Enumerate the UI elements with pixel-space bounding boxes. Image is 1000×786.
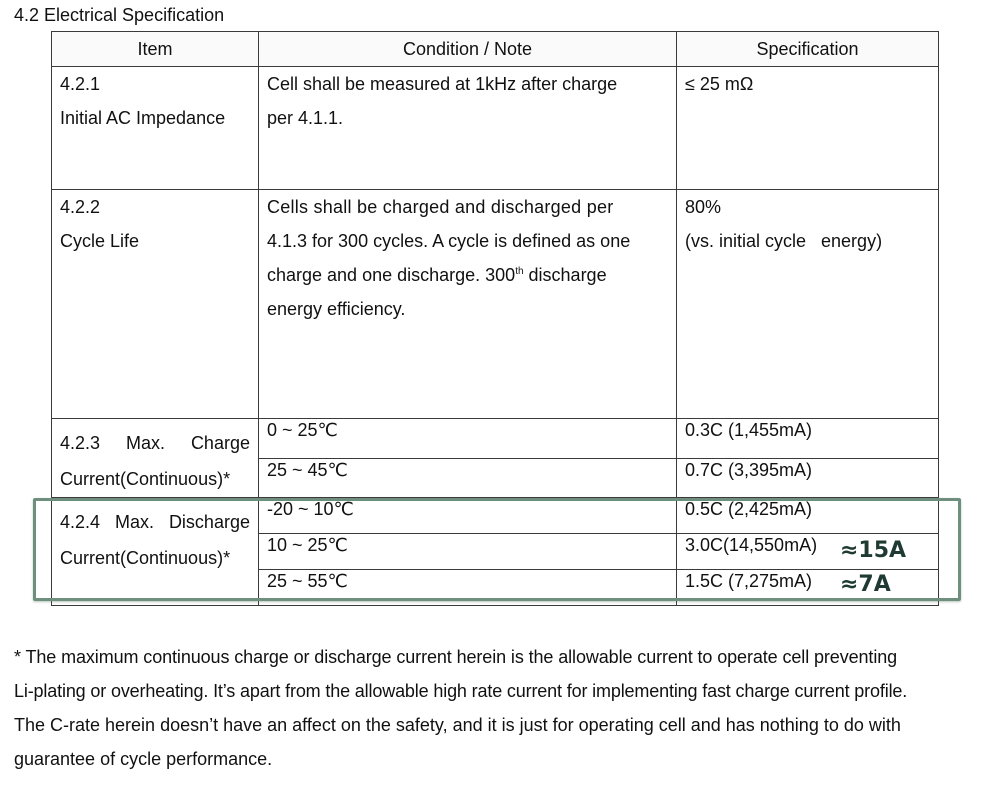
table-row [52,419,939,459]
spec-cell [677,190,939,419]
header-condition: Condition / Note [259,32,677,67]
table-row [52,498,939,534]
condition-line: 4.1.3 for 300 cycles. A cycle is defined as one [267,231,631,251]
item-word: Max. [114,512,154,532]
electrical-spec-table [51,31,939,606]
item-cell [52,190,259,419]
condition-text: charge and one discharge. 300 [267,265,516,285]
spec-cell: 0.7C (3,395mA) [677,458,939,498]
spec-cell: 0.3C (1,455mA) [677,419,939,459]
table-row [52,67,939,190]
item-number: 4.2.1 [60,74,101,94]
item-word: Charge [190,433,250,453]
section-title: 4.2 Electrical Specification [14,5,225,25]
condition-cell: -20 ~ 10℃ [259,498,677,534]
header-item: Item [52,32,259,67]
item-cell [52,67,259,190]
spec-value: 80% [685,197,722,217]
superscript: th [515,266,524,277]
item-number: 4.2.3 [60,433,101,453]
condition-cell: 10 ~ 25℃ [259,534,677,570]
condition-text: discharge [523,265,607,285]
condition-cell [259,190,677,419]
item-name: Current(Continuous)* [60,548,231,568]
item-cell [52,419,259,498]
spec-value: ≤ 25 mΩ [685,74,754,94]
item-name [60,425,250,461]
condition-cell: 25 ~ 45℃ [259,458,677,498]
spec-cell: 3.0C(14,550mA) [677,534,939,570]
condition-cell: 0 ~ 25℃ [259,419,677,459]
condition-line: per 4.1.1. [267,108,344,128]
table-header-row [52,32,939,67]
condition-line: Cell shall be measured at 1kHz after charge [267,74,618,94]
footnote-line: * The maximum continuous charge or discharge current herein is the allowable current to operate cell preventing [14,647,898,667]
footnote [14,640,986,776]
spec-cell: 1.5C (7,275mA) [677,570,939,606]
condition-cell [259,67,677,190]
footnote-line: Li-plating or overheating. It’s apart from the allowable high rate current for implementing fast charge current profile. [14,681,908,701]
item-name: Current(Continuous)* [60,469,231,489]
condition-line [267,258,668,292]
item-cell [52,498,259,606]
condition-line: Cells shall be charged and discharged per [267,197,614,217]
annotation-7a: ≈7A [840,572,891,597]
item-number: 4.2.2 [60,197,101,217]
header-specification: Specification [677,32,939,67]
annotation-15a: ≈15A [840,538,907,563]
item-name [60,504,250,540]
footnote-line: The C-rate herein doesn’t have an affect on the safety, and it is just for operating cell and has nothing to do with [14,715,901,735]
spec-note: (vs. initial cycle energy) [685,231,883,251]
table-row [52,190,939,419]
item-name: Initial AC Impedance [60,108,226,128]
item-word: Discharge [168,512,250,532]
condition-line: energy efficiency. [267,299,406,319]
condition-cell: 25 ~ 55℃ [259,570,677,606]
item-name: Cycle Life [60,231,140,251]
item-word: Max. [125,433,165,453]
spec-cell: 0.5C (2,425mA) [677,498,939,534]
spec-cell [677,67,939,190]
footnote-line: guarantee of cycle performance. [14,749,273,769]
item-number: 4.2.4 [60,512,101,532]
